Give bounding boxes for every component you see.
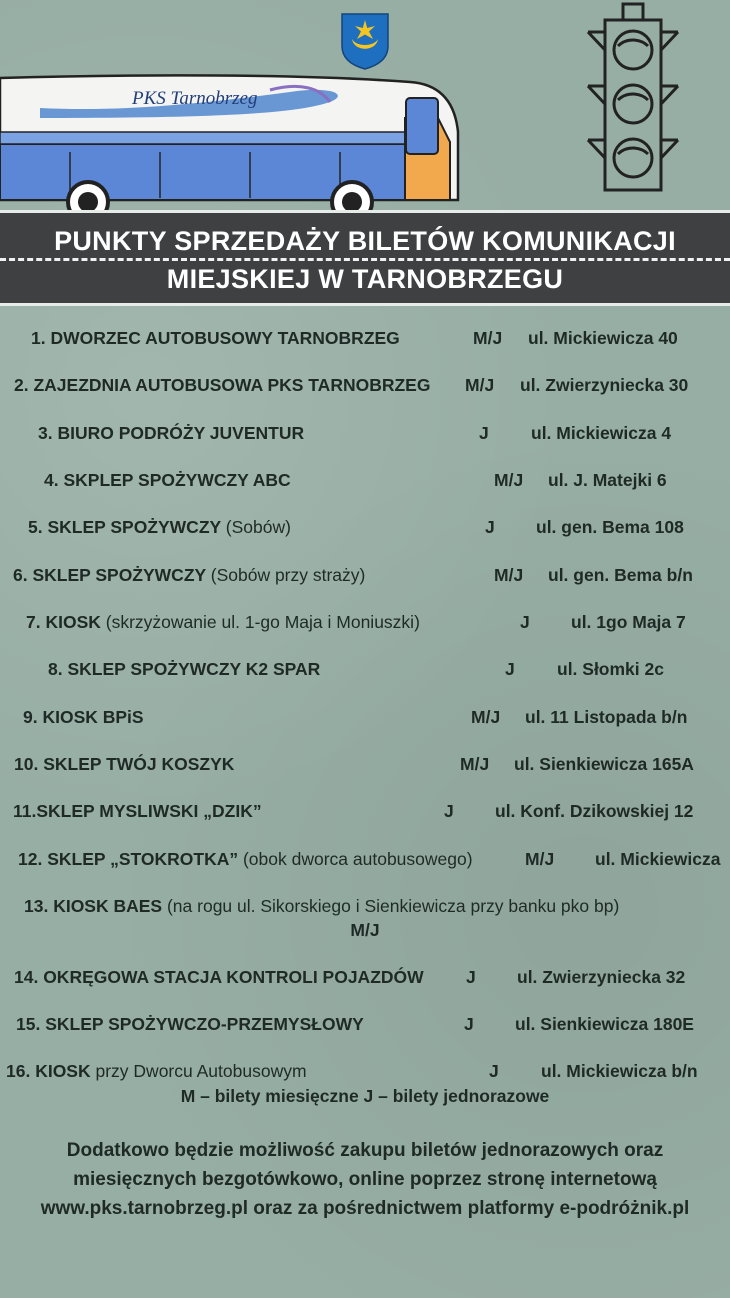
bus-logo-text: PKS Tarnobrzeg <box>132 88 258 109</box>
point-name: 14. OKRĘGOWA STACJA KONTROLI POJAZDÓW <box>14 967 424 987</box>
ticket-type: J <box>464 1014 474 1034</box>
point-address: ul. Mickiewicza 4 <box>531 423 672 443</box>
point-name: 4. SKPLEP SPOŻYWCZY ABC <box>44 470 291 490</box>
point-name: 10. SKLEP TWÓJ KOSZYK <box>14 754 235 774</box>
point-name: 11.SKLEP MYSLIWSKI „DZIK” <box>13 801 262 821</box>
bus-illustration <box>0 72 470 222</box>
point-name: 15. SKLEP SPOŻYWCZO-PRZEMYSŁOWY <box>16 1014 364 1034</box>
point-address: ul. Sienkiewicza 180E <box>515 1014 694 1034</box>
point-name-text: 5. SKLEP SPOŻYWCZY <box>28 517 221 537</box>
list-item <box>0 896 730 922</box>
point-address: ul. Sienkiewicza 165A <box>514 754 694 774</box>
ticket-type: J <box>479 423 489 443</box>
point-name-text: 7. KIOSK <box>26 612 101 632</box>
list-item <box>0 659 730 685</box>
road-dashed-line <box>0 258 730 261</box>
list-item <box>0 707 730 733</box>
point-name-text: 16. KIOSK <box>6 1061 91 1081</box>
point-note: (Sobów przy straży) <box>210 565 366 585</box>
point-name-text: 13. KIOSK BAES <box>24 896 163 916</box>
ticket-type: J <box>485 517 495 537</box>
point-name: 3. BIURO PODRÓŻY JUVENTUR <box>38 423 305 443</box>
ticket-type: J <box>520 612 530 632</box>
point-address: ul. Konf. Dzikowskiej 12 <box>495 801 694 821</box>
point-name <box>18 849 473 870</box>
point-address: ul. 1go Maja 7 <box>571 612 686 632</box>
ticket-legend: M – bilety miesięczne J – bilety jednorazowe <box>180 1086 550 1106</box>
point-name <box>24 896 619 917</box>
ticket-type: M/J <box>350 920 380 940</box>
list-item <box>0 565 730 591</box>
point-address: ul. Mickiewicza <box>595 849 721 869</box>
point-note: (Sobów) <box>225 517 291 537</box>
point-name-text: 6. SKLEP SPOŻYWCZY <box>13 565 206 585</box>
list-item <box>0 612 730 638</box>
point-note: przy Dworcu Autobusowym <box>95 1061 307 1081</box>
ticket-type: J <box>444 801 454 821</box>
point-address: ul. Zwierzyniecka 30 <box>520 375 689 395</box>
footer-info: Dodatkowo będzie możliwość zakupu biletów jednorazowych oraz miesięcznych bezgotówkowo, online poprzez stronę internetową www.pks.tarnobrzeg.pl oraz za pośrednictwem platformy e-podróżnik.pl <box>40 1140 690 1219</box>
ticket-type: J <box>466 967 476 987</box>
point-note: (obok dworca autobusowego) <box>242 849 473 869</box>
point-name: 1. DWORZEC AUTOBUSOWY TARNOBRZEG <box>31 328 400 348</box>
point-note: (na rogu ul. Sikorskiego i Sienkiewicza przy banku pko bp) <box>166 896 620 916</box>
point-address: ul. Mickiewicza b/n <box>541 1061 698 1081</box>
ticket-type: M/J <box>525 849 555 869</box>
point-address: ul. Zwierzyniecka 32 <box>517 967 686 987</box>
point-address: ul. 11 Listopada b/n <box>525 707 688 727</box>
point-address: ul. gen. Bema b/n <box>548 565 693 585</box>
list-item <box>0 1014 730 1040</box>
point-address: ul. gen. Bema 108 <box>536 517 684 537</box>
point-note: (skrzyżowanie ul. 1-go Maja i Moniuszki) <box>105 612 420 632</box>
point-name: 8. SKLEP SPOŻYWCZY K2 SPAR <box>48 659 321 679</box>
point-name <box>6 1061 307 1082</box>
list-item <box>0 470 730 496</box>
list-item <box>0 328 730 354</box>
point-address: ul. Mickiewicza 40 <box>528 328 678 348</box>
point-name <box>26 612 420 633</box>
point-address: ul. Słomki 2c <box>557 659 664 679</box>
traffic-light-icon <box>578 2 688 198</box>
list-item <box>0 967 730 993</box>
page-title-line-2: MIEJSKIEJ W TARNOBRZEGU <box>166 264 564 294</box>
point-name-text: 12. SKLEP „STOKROTKA” <box>18 849 239 869</box>
list-item <box>0 1061 730 1087</box>
ticket-type: J <box>489 1061 499 1081</box>
tarnobrzeg-coat-of-arms-icon <box>340 12 390 70</box>
ticket-type: M/J <box>460 754 490 774</box>
page-title-line-1: PUNKTY SPRZEDAŻY BILETÓW KOMUNIKACJI <box>54 226 676 256</box>
list-item <box>0 754 730 780</box>
road-edge-bottom <box>0 303 730 306</box>
list-item <box>0 517 730 543</box>
ticket-type: M/J <box>494 470 524 490</box>
list-item <box>0 849 730 875</box>
ticket-type: M/J <box>473 328 503 348</box>
list-item <box>0 423 730 449</box>
point-name: 9. KIOSK BPiS <box>23 707 144 727</box>
list-item <box>0 375 730 401</box>
ticket-type: M/J <box>494 565 524 585</box>
ticket-type: M/J <box>465 375 495 395</box>
ticket-type: J <box>505 659 515 679</box>
list-item <box>0 801 730 827</box>
point-name: 2. ZAJEZDNIA AUTOBUSOWA PKS TARNOBRZEG <box>14 375 431 395</box>
point-address: ul. J. Matejki 6 <box>548 470 667 490</box>
ticket-type: M/J <box>471 707 501 727</box>
point-name <box>13 565 365 586</box>
point-name <box>28 517 291 538</box>
